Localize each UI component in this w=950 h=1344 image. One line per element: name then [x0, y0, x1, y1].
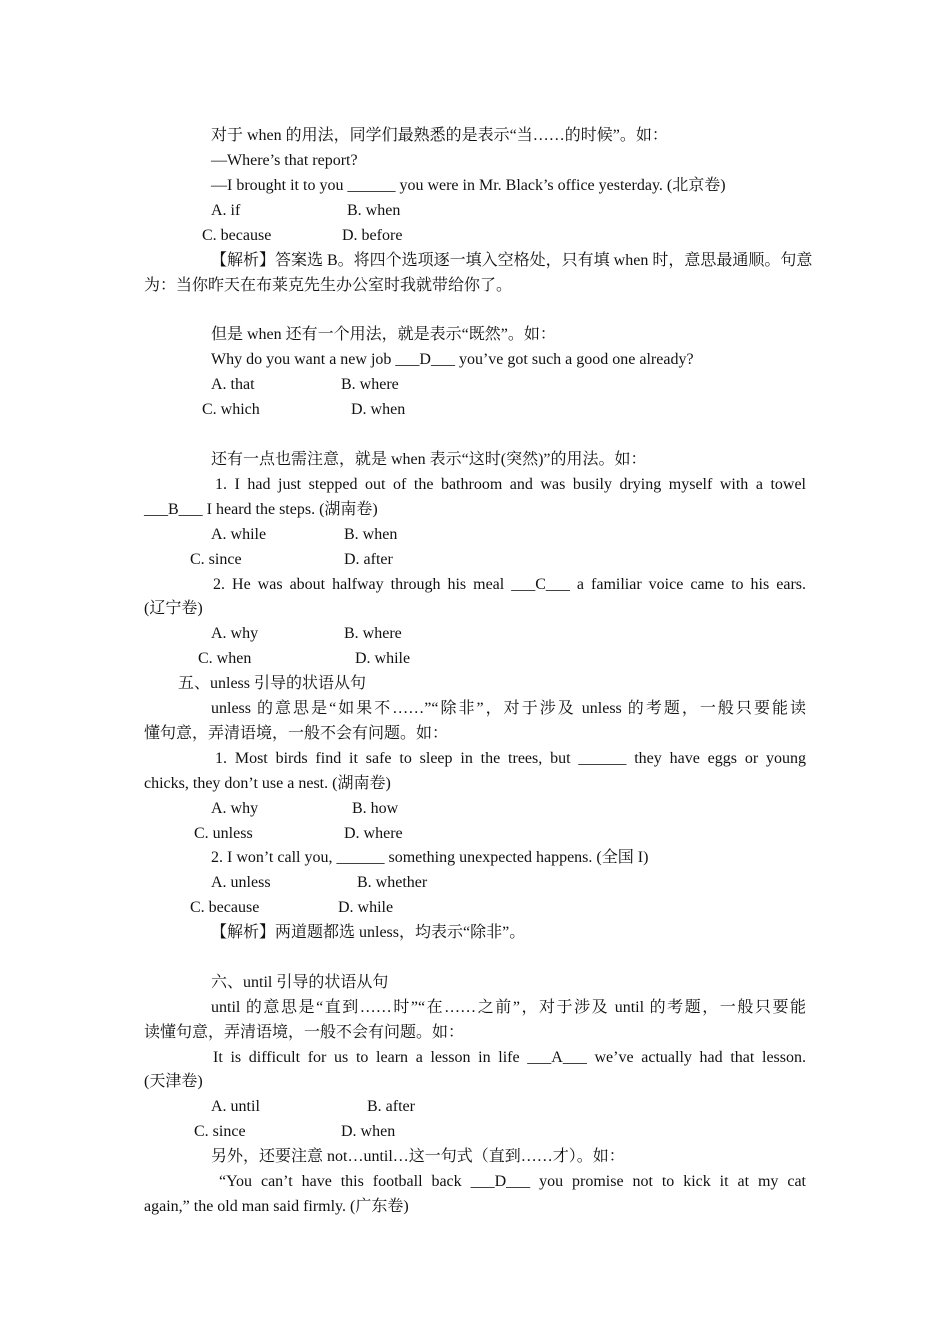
option-c: C. when [198, 650, 252, 667]
option-c: C. which [202, 401, 260, 418]
option-a: A. until [211, 1098, 260, 1115]
option-b: B. when [347, 202, 401, 219]
question-line: 2. I won’t call you, ______ something unexpected happens. (全国 I) [211, 849, 649, 866]
question-line: 1. I had just stepped out of the bathroom and was busily drying myself with a towel [215, 476, 806, 493]
question-line: 1. Most birds find it safe to sleep in the trees, but ______ they have eggs or young [215, 750, 806, 767]
section-heading: 六、until 引导的状语从句 [211, 974, 389, 991]
question-line: Why do you want a new job ___D___ you’ve got such a good one already? [211, 351, 694, 368]
option-a: A. while [211, 526, 267, 543]
option-b: B. where [341, 376, 399, 393]
option-b: B. how [352, 800, 399, 817]
option-c: C. because [202, 227, 272, 244]
option-b: B. whether [357, 874, 428, 891]
question-line: It is difficult for us to learn a lesson in life ___A___ we’ve actually had that lesson. [213, 1049, 806, 1066]
paragraph-line: 但是 when 还有一个用法，就是表示“既然”。如： [211, 326, 556, 343]
paragraph-line: until 的意思是“直到……时”“在……之前”，对于涉及 until 的考题，一般只要能 [211, 999, 806, 1016]
paragraph-line: 读懂句意，弄清语境，一般不会有问题。如： [144, 1024, 465, 1041]
option-b: B. when [344, 526, 398, 543]
question-line: (天津卷) [144, 1073, 203, 1090]
option-d: D. before [342, 227, 403, 244]
option-a: A. if [211, 202, 241, 219]
option-d: D. when [341, 1123, 396, 1140]
paragraph-line: 懂句意，弄清语境，一般不会有问题。如： [144, 725, 449, 742]
dialogue-line: —Where’s that report? [211, 152, 358, 169]
question-line: ___B___ I heard the steps. (湖南卷) [144, 501, 378, 518]
option-b: B. where [344, 625, 402, 642]
analysis-line: 【解析】两道题都选 unless，均表示“除非”。 [211, 924, 526, 941]
paragraph-line: 对于 when 的用法，同学们最熟悉的是表示“当……的时候”。如： [211, 127, 668, 144]
dialogue-line: —I brought it to you ______ you were in Mr. Black’s office yesterday. (北京卷) [211, 177, 726, 194]
option-a: A. why [211, 800, 259, 817]
option-b: B. after [367, 1098, 415, 1115]
option-c: C. unless [194, 825, 253, 842]
paragraph-line: 另外，还要注意 not…until…这一句式（直到……才）。如： [211, 1148, 625, 1165]
option-a: A. unless [211, 874, 271, 891]
option-d: D. where [344, 825, 403, 842]
section-heading: 五、unless 引导的状语从句 [178, 675, 367, 692]
question-line: chicks, they don’t use a nest. (湖南卷) [144, 775, 391, 792]
option-a: A. why [211, 625, 259, 642]
option-d: D. while [338, 899, 394, 916]
analysis-line: 为：当你昨天在布莱克先生办公室时我就带给你了。 [144, 277, 513, 294]
question-line: again,” the old man said firmly. (广东卷) [144, 1198, 409, 1215]
option-d: D. when [351, 401, 406, 418]
question-line: (辽宁卷) [144, 600, 203, 617]
question-line: 2. He was about halfway through his meal ___C___ a familiar voice came to his ears. [213, 576, 806, 593]
option-c: C. since [190, 551, 242, 568]
paragraph-line: unless 的意思是“如果不……”“除非”，对于涉及 unless 的考题，一般只要能读 [211, 700, 806, 717]
option-c: C. because [190, 899, 260, 916]
question-line: “You can’t have this football back ___D___ you promise not to kick it at my cat [219, 1173, 806, 1190]
option-c: C. since [194, 1123, 246, 1140]
option-d: D. while [355, 650, 411, 667]
analysis-line: 【解析】答案选 B。将四个选项逐一填入空格处，只有填 when 时，意思最通顺。句意 [211, 252, 813, 269]
paragraph-line: 还有一点也需注意，就是 when 表示“这时(突然)”的用法。如： [211, 451, 647, 468]
option-a: A. that [211, 376, 255, 393]
option-d: D. after [344, 551, 393, 568]
